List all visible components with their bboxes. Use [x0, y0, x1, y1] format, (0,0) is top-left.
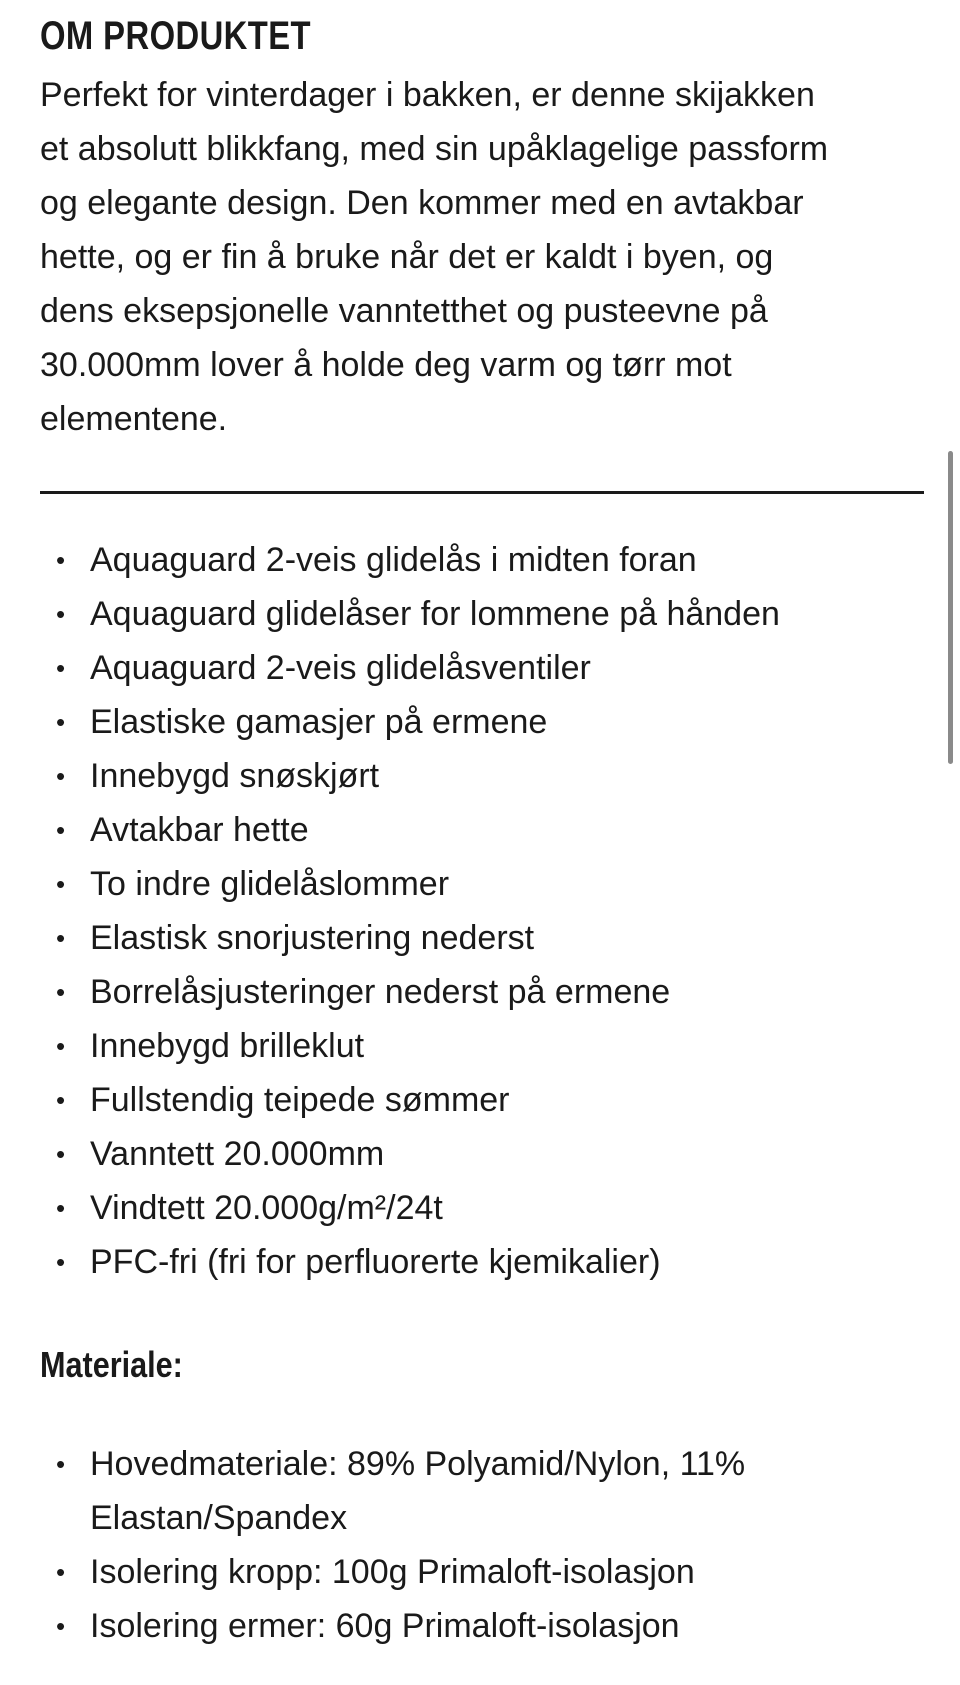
materials-heading: Materiale:: [40, 1344, 183, 1385]
list-item: [56, 1127, 780, 1181]
list-item: [56, 965, 780, 1019]
list-item: [56, 1181, 780, 1235]
list-item-text: Isolering ermer: 60g Primaloft-isolasjon: [90, 1607, 680, 1645]
bullet-icon: •: [56, 1139, 66, 1169]
list-item-text: Elastiske gamasjer på ermene: [90, 703, 548, 741]
scrollbar[interactable]: [948, 451, 953, 764]
list-item: [56, 641, 780, 695]
bullet-icon: •: [56, 1031, 66, 1061]
product-description: [40, 68, 828, 446]
bullet-icon: •: [56, 653, 66, 683]
list-item-text: Aquaguard 2-veis glidelås i midten foran: [90, 541, 697, 579]
list-item-text: Aquaguard glidelåser for lommene på hånden: [90, 595, 780, 633]
list-item: [56, 1019, 780, 1073]
description-line: og elegante design. Den kommer med en avtakbar: [40, 184, 804, 222]
list-item: [56, 587, 780, 641]
list-item: [56, 1235, 780, 1289]
list-item-text: Elastan/Spandex: [90, 1499, 348, 1537]
bullet-icon: •: [56, 923, 66, 953]
description-line: elementene.: [40, 400, 228, 438]
list-item-text: Avtakbar hette: [90, 811, 309, 849]
bullet-icon: •: [56, 1193, 66, 1223]
description-line: dens eksepsjonelle vanntetthet og pusteevne på: [40, 292, 768, 330]
bullet-icon: •: [56, 977, 66, 1007]
bullet-icon: •: [56, 1449, 66, 1479]
list-item: [56, 857, 780, 911]
list-item-text: Innebygd snøskjørt: [90, 757, 380, 795]
bullet-icon: •: [56, 1557, 66, 1587]
list-item: [56, 1437, 745, 1545]
list-item-text: Borrelåsjusteringer nederst på ermene: [90, 973, 671, 1011]
list-item-text: Hovedmateriale: 89% Polyamid/Nylon, 11%: [90, 1445, 746, 1483]
list-item-text: Elastisk snorjustering nederst: [90, 919, 535, 957]
divider: [40, 491, 924, 494]
list-item: [56, 1599, 745, 1653]
description-line: Perfekt for vinterdager i bakken, er denne skijakken: [40, 76, 815, 114]
bullet-icon: •: [56, 815, 66, 845]
bullet-icon: •: [56, 599, 66, 629]
list-item-text: Vindtett 20.000g/m²/24t: [90, 1189, 443, 1227]
list-item-text: Vanntett 20.000mm: [90, 1135, 385, 1173]
materials-list: [56, 1437, 745, 1653]
list-item: [56, 749, 780, 803]
list-item: [56, 911, 780, 965]
bullet-icon: •: [56, 707, 66, 737]
list-item: [56, 1073, 780, 1127]
bullet-icon: •: [56, 545, 66, 575]
list-item: [56, 695, 780, 749]
bullet-icon: •: [56, 761, 66, 791]
list-item-text: Isolering kropp: 100g Primaloft-isolasjon: [90, 1553, 695, 1591]
description-line: et absolutt blikkfang, med sin upåklagelige passform: [40, 130, 829, 168]
list-item: [56, 533, 780, 587]
bullet-icon: •: [56, 1085, 66, 1115]
list-item: [56, 803, 780, 857]
section-heading: OM PRODUKTET: [40, 14, 311, 58]
description-line: hette, og er fin å bruke når det er kaldt i byen, og: [40, 238, 774, 276]
bullet-icon: •: [56, 1611, 66, 1641]
list-item-text: PFC-fri (fri for perfluorerte kjemikalier): [90, 1243, 661, 1281]
list-item-text: To indre glidelåslommer: [90, 865, 450, 903]
description-line: 30.000mm lover å holde deg varm og tørr mot: [40, 346, 732, 384]
bullet-icon: •: [56, 1247, 66, 1277]
list-item-text: Innebygd brilleklut: [90, 1027, 365, 1065]
bullet-icon: •: [56, 869, 66, 899]
list-item: [56, 1545, 745, 1599]
list-item-text: Fullstendig teipede sømmer: [90, 1081, 510, 1119]
list-item-text: Aquaguard 2-veis glidelåsventiler: [90, 649, 591, 687]
feature-list: [56, 533, 780, 1289]
